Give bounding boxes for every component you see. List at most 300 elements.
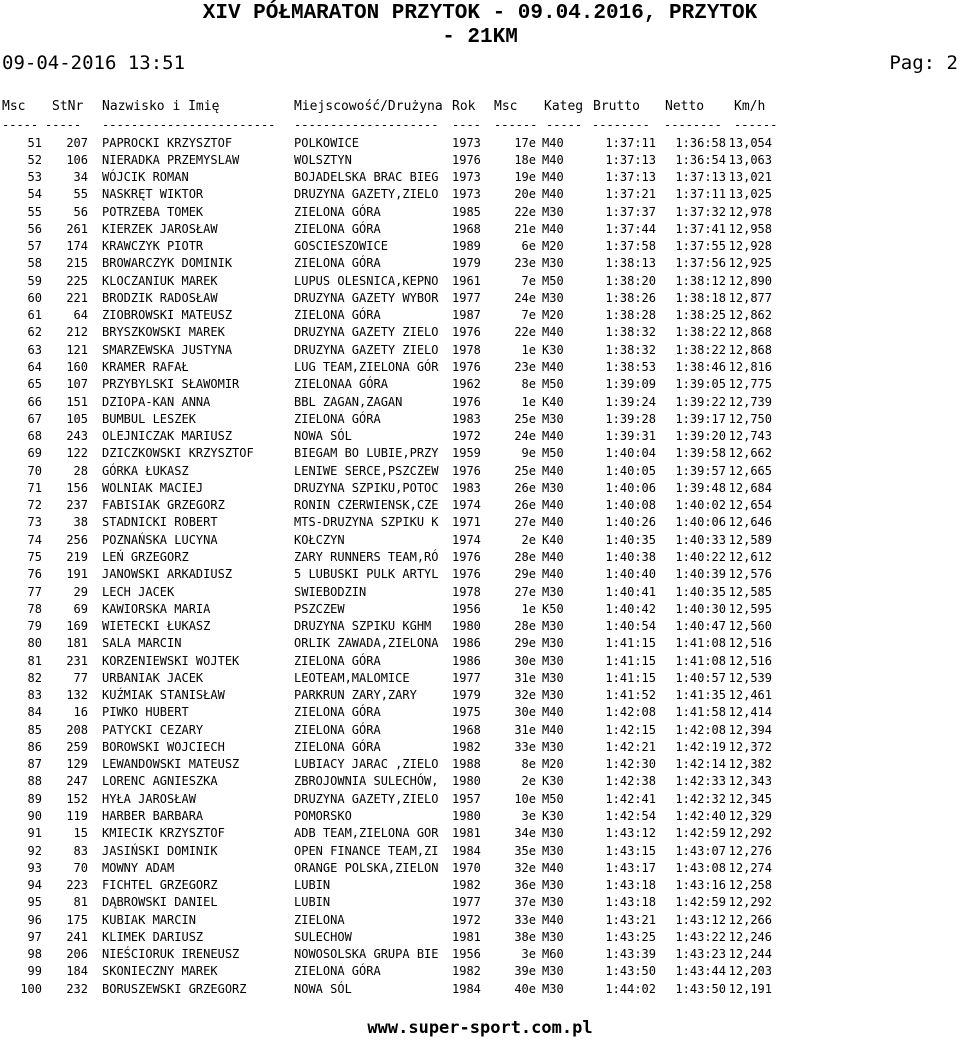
cell-year: 1978 — [452, 342, 481, 357]
cell-brutto: 1:40:40 — [605, 567, 656, 582]
cell-speed: 12,928 — [728, 239, 772, 254]
cell-team: ZIELONAA GÓRA — [294, 377, 388, 392]
cell-stnr: 225 — [66, 273, 88, 288]
cell-stnr: 175 — [66, 912, 88, 927]
table-row — [0, 635, 960, 652]
cell-netto: 1:43:08 — [675, 860, 726, 875]
cell-year: 1974 — [452, 498, 481, 513]
cell-category: M30 — [542, 256, 564, 271]
cell-speed: 12,292 — [728, 826, 772, 841]
cell-stnr: 206 — [66, 947, 88, 962]
cell-msc2: 29e — [514, 636, 536, 651]
cell-category: M40 — [542, 325, 564, 340]
cell-brutto: 1:41:15 — [605, 653, 656, 668]
cell-name: BRODZIK RADOSŁAW — [102, 290, 218, 305]
cell-year: 1959 — [452, 446, 481, 461]
cell-name: JASIŃSKI DOMINIK — [102, 843, 218, 858]
cell-year: 1976 — [452, 394, 481, 409]
cell-msc2: 8e — [521, 377, 536, 392]
cell-netto: 1:38:12 — [675, 273, 726, 288]
cell-brutto: 1:43:17 — [605, 860, 656, 875]
cell-stnr: 221 — [66, 290, 88, 305]
cell-stnr: 29 — [73, 584, 88, 599]
cell-category: M30 — [542, 636, 564, 651]
cell-netto: 1:42:32 — [675, 791, 726, 806]
cell-brutto: 1:39:24 — [605, 394, 656, 409]
cell-speed: 12,539 — [728, 670, 772, 685]
cell-netto: 1:41:58 — [675, 705, 726, 720]
table-row — [0, 601, 960, 618]
cell-netto: 1:40:39 — [675, 567, 726, 582]
cell-msc: 51 — [27, 135, 42, 150]
cell-speed: 12,684 — [728, 480, 772, 495]
cell-msc2: 40e — [514, 981, 536, 996]
cell-speed: 12,516 — [728, 636, 772, 651]
cell-msc: 86 — [27, 739, 42, 754]
cell-name: LEWANDOWSKI MATEUSZ — [102, 757, 240, 772]
cell-msc2: 38e — [514, 929, 536, 944]
cell-team: DRUZYNA GAZETY WYBOR — [294, 290, 439, 305]
cell-name: WOLNIAK MACIEJ — [102, 480, 204, 495]
sep-brutto: -------- — [592, 118, 650, 132]
cell-team: LUBIACY JARAC ,ZIELO — [294, 757, 439, 772]
cell-category: M50 — [542, 273, 564, 288]
cell-stnr: 256 — [66, 532, 88, 547]
cell-msc: 53 — [27, 170, 42, 185]
cell-msc2: 18e — [514, 152, 536, 167]
cell-msc2: 7e — [521, 273, 536, 288]
table-row — [0, 463, 960, 480]
cell-netto: 1:40:30 — [675, 601, 726, 616]
cell-category: M30 — [542, 981, 564, 996]
cell-speed: 12,414 — [728, 705, 772, 720]
cell-msc: 99 — [27, 964, 42, 979]
cell-category: M30 — [542, 290, 564, 305]
cell-year: 1970 — [452, 860, 481, 875]
cell-year: 1981 — [452, 929, 481, 944]
cell-name: KMIECIK KRZYSZTOF — [102, 826, 225, 841]
cell-year: 1983 — [452, 411, 481, 426]
cell-name: OLEJNICZAK MARIUSZ — [102, 429, 233, 444]
table-row — [0, 808, 960, 825]
cell-team: POMORSKO — [294, 809, 352, 824]
cell-msc2: 1e — [521, 342, 536, 357]
cell-netto: 1:39:17 — [675, 411, 726, 426]
cell-speed: 12,925 — [728, 256, 772, 271]
cell-brutto: 1:40:04 — [605, 446, 656, 461]
cell-netto: 1:42:33 — [675, 774, 726, 789]
table-row — [0, 704, 960, 721]
cell-msc2: 33e — [514, 912, 536, 927]
cell-msc: 81 — [27, 653, 42, 668]
cell-netto: 1:42:40 — [675, 809, 726, 824]
cell-msc2: 10e — [514, 791, 536, 806]
cell-brutto: 1:43:18 — [605, 878, 656, 893]
cell-msc: 70 — [27, 463, 42, 478]
cell-msc2: 27e — [514, 515, 536, 530]
col-name: Nazwisko i Imię — [102, 99, 220, 114]
cell-msc2: 33e — [514, 739, 536, 754]
cell-msc2: 28e — [514, 549, 536, 564]
table-row — [0, 152, 960, 169]
table-row — [0, 946, 960, 963]
cell-msc: 78 — [27, 601, 42, 616]
cell-team: KOŁCZYN — [294, 532, 345, 547]
cell-year: 1977 — [452, 290, 481, 305]
table-row — [0, 359, 960, 376]
cell-msc: 95 — [27, 895, 42, 910]
cell-netto: 1:38:25 — [675, 308, 726, 323]
cell-netto: 1:40:47 — [675, 619, 726, 634]
cell-stnr: 212 — [66, 325, 88, 340]
cell-brutto: 1:38:53 — [605, 360, 656, 374]
cell-name: URBANIAK JACEK — [102, 670, 204, 685]
cell-msc: 93 — [27, 860, 42, 875]
cell-stnr: 237 — [66, 498, 88, 513]
cell-msc2: 21e — [514, 221, 536, 236]
cell-stnr: 132 — [66, 688, 88, 703]
cell-speed: 12,750 — [728, 411, 772, 426]
cell-team: DRUZYNA SZPIKU,POTOC — [294, 480, 439, 495]
table-row — [0, 843, 960, 860]
cell-msc: 71 — [27, 480, 42, 495]
cell-name: KIERZEK JAROSŁAW — [102, 221, 218, 236]
document-subtitle: - 21KM — [442, 26, 518, 49]
cell-category: M40 — [542, 567, 564, 582]
cell-year: 1976 — [452, 567, 481, 582]
cell-year: 1988 — [452, 757, 481, 772]
table-row — [0, 773, 960, 790]
cell-category: M30 — [542, 878, 564, 893]
cell-msc: 91 — [27, 826, 42, 841]
cell-msc: 75 — [27, 549, 42, 564]
cell-msc: 66 — [27, 394, 42, 409]
cell-msc2: 23e — [514, 256, 536, 271]
cell-stnr: 16 — [73, 705, 88, 720]
cell-msc2: 28e — [514, 619, 536, 634]
cell-brutto: 1:42:21 — [605, 739, 656, 754]
cell-msc: 84 — [27, 705, 42, 720]
cell-category: M30 — [542, 619, 564, 634]
sep-category: ----- — [546, 118, 583, 132]
table-row — [0, 739, 960, 756]
cell-netto: 1:36:54 — [675, 152, 726, 167]
cell-team: OPEN FINANCE TEAM,ZI — [294, 843, 439, 858]
table-row — [0, 912, 960, 929]
sep-team: -------------------- — [294, 118, 439, 132]
cell-netto: 1:40:06 — [675, 515, 726, 530]
cell-stnr: 241 — [66, 929, 88, 944]
cell-name: KORZENIEWSKI WOJTEK — [102, 653, 240, 668]
cell-netto: 1:41:08 — [675, 653, 726, 668]
table-row — [0, 791, 960, 808]
cell-year: 1977 — [452, 895, 481, 910]
cell-msc2: 19e — [514, 170, 536, 185]
cell-netto: 1:37:56 — [675, 256, 726, 271]
col-stnr: StNr — [52, 99, 84, 114]
cell-year: 1980 — [452, 619, 481, 634]
cell-team: NOWA SÓL — [294, 429, 352, 444]
cell-category: M40 — [542, 221, 564, 236]
cell-stnr: 119 — [66, 809, 88, 824]
cell-msc: 56 — [27, 221, 42, 236]
table-row — [0, 307, 960, 324]
cell-team: PARKRUN ZARY,ZARY — [294, 688, 417, 703]
cell-year: 1973 — [452, 170, 481, 185]
cell-category: M40 — [542, 912, 564, 927]
table-row — [0, 376, 960, 393]
cell-name: SMARZEWSKA JUSTYNA — [102, 342, 233, 357]
cell-name: DZICZKOWSKI KRZYSZTOF — [102, 446, 254, 461]
cell-netto: 1:40:33 — [675, 532, 726, 547]
cell-msc2: 23e — [514, 360, 536, 374]
cell-msc2: 39e — [514, 964, 536, 979]
cell-stnr: 219 — [66, 549, 88, 564]
cell-msc: 55 — [27, 204, 42, 219]
cell-name: PATYCKI CEZARY — [102, 722, 204, 737]
table-row — [0, 445, 960, 462]
cell-team: ZIELONA GÓRA — [294, 204, 381, 219]
sep-speed: ------ — [734, 118, 778, 132]
cell-brutto: 1:38:20 — [605, 273, 656, 288]
cell-stnr: 83 — [73, 843, 88, 858]
cell-speed: 12,585 — [728, 584, 772, 599]
cell-stnr: 70 — [73, 860, 88, 875]
cell-netto: 1:40:35 — [675, 584, 726, 599]
table-row — [0, 584, 960, 601]
cell-speed: 13,063 — [728, 152, 772, 167]
cell-brutto: 1:37:44 — [605, 221, 656, 236]
cell-name: BORUSZEWSKI GRZEGORZ — [102, 981, 247, 996]
cell-speed: 12,739 — [728, 394, 772, 409]
cell-category: K40 — [542, 532, 564, 547]
cell-name: BOROWSKI WOJCIECH — [102, 739, 225, 754]
col-msc: Msc — [2, 99, 26, 114]
cell-netto: 1:38:18 — [675, 290, 726, 305]
cell-stnr: 243 — [66, 429, 88, 444]
cell-name: KRAMER RAFAŁ — [102, 360, 189, 374]
cell-stnr: 223 — [66, 878, 88, 893]
cell-msc: 64 — [27, 360, 42, 374]
cell-team: DRUZYNA SZPIKU KGHM — [294, 619, 432, 634]
cell-msc2: 22e — [514, 325, 536, 340]
table-row — [0, 324, 960, 341]
cell-stnr: 106 — [66, 152, 88, 167]
cell-stnr: 56 — [73, 204, 88, 219]
cell-brutto: 1:38:26 — [605, 290, 656, 305]
cell-year: 1968 — [452, 221, 481, 236]
cell-year: 1973 — [452, 187, 481, 202]
cell-brutto: 1:43:25 — [605, 929, 656, 944]
cell-netto: 1:39:57 — [675, 463, 726, 478]
cell-netto: 1:42:08 — [675, 722, 726, 737]
cell-team: ZARY RUNNERS TEAM,RÓ — [294, 549, 439, 564]
cell-netto: 1:39:20 — [675, 429, 726, 444]
cell-brutto: 1:41:15 — [605, 670, 656, 685]
cell-msc: 59 — [27, 273, 42, 288]
cell-name: KRAWCZYK PIOTR — [102, 239, 204, 254]
cell-name: NIERADKA PRZEMYSLAW — [102, 152, 240, 167]
cell-year: 1973 — [452, 135, 481, 150]
cell-team: DRUZYNA GAZETY,ZIELO — [294, 187, 439, 202]
cell-name: FABISIAK GRZEGORZ — [102, 498, 225, 513]
header-separator — [0, 117, 960, 134]
cell-netto: 1:43:22 — [675, 929, 726, 944]
cell-brutto: 1:37:21 — [605, 187, 656, 202]
cell-brutto: 1:43:39 — [605, 947, 656, 962]
cell-name: PAPROCKI KRZYSZTOF — [102, 135, 233, 150]
cell-brutto: 1:42:41 — [605, 791, 656, 806]
cell-brutto: 1:40:35 — [605, 532, 656, 547]
table-row — [0, 186, 960, 203]
cell-year: 1986 — [452, 653, 481, 668]
cell-msc: 87 — [27, 757, 42, 772]
cell-msc2: 1e — [521, 601, 536, 616]
cell-category: M30 — [542, 480, 564, 495]
cell-stnr: 69 — [73, 601, 88, 616]
cell-speed: 12,516 — [728, 653, 772, 668]
cell-name: KLOCZANIUK MAREK — [102, 273, 218, 288]
cell-name: BROWARCZYK DOMINIK — [102, 256, 233, 271]
cell-speed: 12,576 — [728, 567, 772, 582]
cell-stnr: 207 — [66, 135, 88, 150]
cell-name: NASKRĘT WIKTOR — [102, 187, 204, 202]
cell-brutto: 1:37:37 — [605, 204, 656, 219]
sep-name: ------------------------ — [102, 118, 276, 132]
cell-msc: 90 — [27, 809, 42, 824]
cell-speed: 13,054 — [728, 135, 772, 150]
cell-category: K30 — [542, 774, 564, 789]
cell-team: ZBROJOWNIA SULECHÓW, — [294, 774, 439, 789]
cell-msc2: 34e — [514, 826, 536, 841]
cell-speed: 12,203 — [728, 964, 772, 979]
cell-netto: 1:43:44 — [675, 964, 726, 979]
cell-team: SULECHOW — [294, 929, 352, 944]
cell-category: M20 — [542, 239, 564, 254]
cell-team: ZIELONA GÓRA — [294, 308, 381, 323]
cell-msc2: 27e — [514, 584, 536, 599]
sep-netto: -------- — [664, 118, 722, 132]
cell-netto: 1:42:59 — [675, 826, 726, 841]
cell-team: LEOTEAM,MALOMICE — [294, 670, 410, 685]
cell-team: LUG TEAM,ZIELONA GÓR — [294, 360, 439, 374]
cell-netto: 1:38:22 — [675, 342, 726, 357]
cell-netto: 1:43:12 — [675, 912, 726, 927]
cell-year: 1981 — [452, 826, 481, 841]
cell-category: K50 — [542, 601, 564, 616]
cell-year: 1980 — [452, 774, 481, 789]
cell-category: M30 — [542, 929, 564, 944]
cell-name: MOWNY ADAM — [102, 860, 175, 875]
cell-name: PIWKO HUBERT — [102, 705, 189, 720]
cell-netto: 1:42:14 — [675, 757, 726, 772]
cell-team: NOWOSOLSKA GRUPA BIE — [294, 947, 439, 962]
cell-name: PRZYBYLSKI SŁAWOMIR — [102, 377, 240, 392]
cell-speed: 12,877 — [728, 290, 772, 305]
cell-stnr: 151 — [66, 394, 88, 409]
cell-team: WOLSZTYN — [294, 152, 352, 167]
cell-team: DRUZYNA GAZETY ZIELO — [294, 325, 439, 340]
cell-name: BRYSZKOWSKI MAREK — [102, 325, 225, 340]
table-row — [0, 135, 960, 152]
cell-msc2: 9e — [521, 446, 536, 461]
cell-category: K30 — [542, 342, 564, 357]
cell-team: DRUZYNA GAZETY ZIELO — [294, 342, 439, 357]
cell-netto: 1:40:22 — [675, 549, 726, 564]
cell-team: ORANGE POLSKA,ZIELON — [294, 860, 439, 875]
col-msc2: Msc — [494, 99, 518, 114]
cell-category: M40 — [542, 135, 564, 150]
cell-name: WÓJCIK ROMAN — [102, 170, 189, 185]
cell-msc2: 29e — [514, 567, 536, 582]
cell-team: BBL ZAGAN,ZAGAN — [294, 394, 403, 409]
cell-brutto: 1:40:54 — [605, 619, 656, 634]
cell-team: ORLIK ZAWADA,ZIELONA — [294, 636, 439, 651]
table-row — [0, 532, 960, 549]
table-row — [0, 756, 960, 773]
cell-speed: 12,890 — [728, 273, 772, 288]
cell-category: M30 — [542, 826, 564, 841]
cell-netto: 1:43:16 — [675, 878, 726, 893]
cell-year: 1980 — [452, 809, 481, 824]
table-row — [0, 894, 960, 911]
cell-speed: 12,612 — [728, 549, 772, 564]
cell-speed: 12,646 — [728, 515, 772, 530]
cell-year: 1975 — [452, 705, 481, 720]
cell-netto: 1:40:57 — [675, 670, 726, 685]
cell-brutto: 1:42:15 — [605, 722, 656, 737]
cell-brutto: 1:40:05 — [605, 463, 656, 478]
cell-speed: 12,292 — [728, 895, 772, 910]
cell-msc2: 7e — [521, 308, 536, 323]
cell-team: BIEGAM BO LUBIE,PRZY — [294, 446, 439, 461]
cell-team: PSZCZEW — [294, 601, 345, 616]
cell-stnr: 38 — [73, 515, 88, 530]
cell-msc2: 26e — [514, 498, 536, 513]
cell-netto: 1:37:41 — [675, 221, 726, 236]
cell-netto: 1:41:08 — [675, 636, 726, 651]
cell-msc2: 24e — [514, 290, 536, 305]
cell-year: 1972 — [452, 912, 481, 927]
cell-category: M30 — [542, 843, 564, 858]
cell-speed: 12,958 — [728, 221, 772, 236]
cell-msc: 82 — [27, 670, 42, 685]
cell-netto: 1:41:35 — [675, 688, 726, 703]
cell-netto: 1:42:59 — [675, 895, 726, 910]
cell-stnr: 121 — [66, 342, 88, 357]
cell-team: ZIELONA GÓRA — [294, 739, 381, 754]
cell-year: 1971 — [452, 515, 481, 530]
cell-msc: 69 — [27, 446, 42, 461]
cell-category: M30 — [542, 670, 564, 685]
cell-category: M60 — [542, 947, 564, 962]
col-year: Rok — [452, 99, 476, 114]
cell-name: HARBER BARBARA — [102, 809, 204, 824]
cell-speed: 12,978 — [728, 204, 772, 219]
cell-brutto: 1:38:32 — [605, 325, 656, 340]
table-row — [0, 169, 960, 186]
cell-team: ZIELONA — [294, 912, 345, 927]
cell-year: 1977 — [452, 670, 481, 685]
cell-msc: 65 — [27, 377, 42, 392]
col-category: Kateg — [544, 99, 584, 114]
cell-category: M40 — [542, 860, 564, 875]
cell-msc: 58 — [27, 256, 42, 271]
cell-brutto: 1:43:21 — [605, 912, 656, 927]
cell-name: KAWIORSKA MARIA — [102, 601, 211, 616]
cell-year: 1984 — [452, 843, 481, 858]
cell-category: M40 — [542, 515, 564, 530]
